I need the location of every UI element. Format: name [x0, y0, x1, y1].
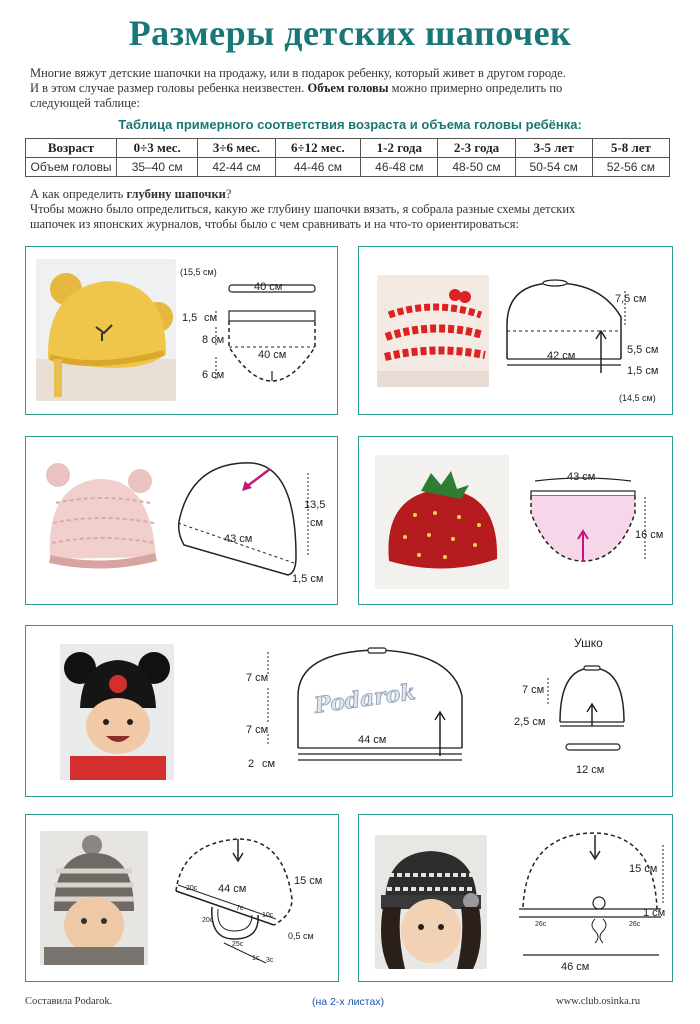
table-cell-age: 6÷12 мес.: [275, 139, 361, 158]
striped-width: 42 см: [547, 350, 576, 362]
hat-panel-girl: [358, 814, 673, 982]
bear-depth-3: 6 см: [202, 369, 225, 381]
earflap-seg-i: 3c: [266, 957, 274, 964]
question-line-3: шапочек из японских журналов, чтобы было с чем сравнивать и на что-то ориентироваться:: [30, 217, 519, 231]
ear-height-2: 2,5 см: [514, 716, 546, 728]
ear-height-1: 7 см: [522, 684, 545, 696]
earflap-seg-g: 1c: [252, 955, 260, 962]
footer-author: Составила Podarok.: [25, 996, 113, 1007]
girl-hat-diagram: [359, 815, 672, 981]
size-table: [25, 138, 670, 177]
footer-site-link[interactable]: www.club.osinka.ru: [556, 996, 641, 1007]
hat-panel-strawberry: [358, 436, 673, 605]
table-cell-age: 1-2 года: [361, 139, 438, 158]
earflap-seg-e: 25c: [232, 941, 244, 948]
question-line-2: Чтобы можно было определиться, какую же глубину шапочки вязать, я собрала разные схемы детских: [30, 202, 576, 216]
striped-hat-diagram: [359, 247, 672, 414]
pink-band: 1,5 см: [292, 573, 324, 585]
ear-title: Ушко: [574, 636, 603, 650]
hat-panel-striped: [358, 246, 673, 415]
table-cell-size: 44-46 см: [275, 158, 361, 177]
hat-panel-mickey: [25, 625, 673, 797]
mickey-height-2: 7 см: [246, 724, 269, 736]
table-cell-age: 3÷6 мес.: [198, 139, 275, 158]
table-cell-size: 50-54 см: [515, 158, 592, 177]
table-cell-size: 46-48 см: [361, 158, 438, 177]
earflap-width: 44 см: [218, 883, 247, 895]
earflap-height: 15 см: [294, 875, 323, 887]
table-cell-size: 42-44 см: [198, 158, 275, 177]
girl-seg-b: 26c: [629, 921, 641, 928]
mickey-height-3-unit: см: [262, 758, 276, 770]
earflap-seg-a: 20c: [186, 885, 198, 892]
page-title: Размеры детских шапочек: [128, 13, 572, 53]
intro-line-1: Многие вяжут детские шапочки на продажу, или в подарок ребенку, который живет в другом городе.: [30, 66, 566, 80]
bear-total-depth: (15,5 см): [180, 267, 217, 277]
hat-panel-bear: [25, 246, 338, 415]
intro-text: [30, 66, 670, 111]
table-cell-size: 35–40 см: [117, 158, 198, 177]
mickey-height-3: 2: [248, 758, 255, 770]
strawberry-height: 16 см: [635, 529, 664, 541]
bear-top-width: 40 см: [254, 281, 283, 293]
striped-depth-2: 5,5 см: [627, 344, 659, 356]
podarok-watermark: Podarok: [312, 679, 418, 719]
hat-panel-earflap: [25, 814, 339, 982]
pink-hat-diagram: [26, 437, 337, 604]
striped-depth-1: 7,5 см: [615, 293, 647, 305]
pink-width: 43 см: [224, 533, 253, 545]
table-row-age: [26, 139, 670, 158]
striped-total-depth: (14,5 см): [619, 393, 656, 403]
strawberry-top-width: 43 см: [567, 471, 596, 483]
table-cell-age: 2-3 года: [438, 139, 515, 158]
table-cell-size: 48-50 см: [438, 158, 515, 177]
bear-depth-1-unit: см: [204, 312, 218, 324]
ear-width: 12 см: [576, 764, 605, 776]
table-cell-age: 3-5 лет: [515, 139, 592, 158]
table-cell-size-label: Объем головы: [26, 158, 117, 177]
table-caption: Таблица примерного соответствия возраста и объема головы ребёнка:: [118, 117, 582, 132]
depth-question: [30, 187, 670, 232]
intro-line-3: следующей таблице:: [30, 96, 140, 110]
earflap-seg-b: 7c: [236, 905, 244, 912]
earflap-seg-f: 0,5 см: [288, 931, 314, 941]
earflap-hat-diagram: [26, 815, 338, 981]
mickey-height-1: 7 см: [246, 672, 269, 684]
question-line-1: А как определить глубину шапочки?: [30, 187, 232, 201]
table-cell-age-label: Возраст: [26, 139, 117, 158]
bear-depth-2: 8 см: [202, 334, 225, 346]
hat-panel-pink: [25, 436, 338, 605]
pink-height-unit: см: [310, 517, 324, 529]
bear-depth-1: 1,5: [182, 312, 198, 324]
strawberry-hat-diagram: [359, 437, 672, 604]
table-cell-size: 52-56 см: [592, 158, 669, 177]
table-cell-age: 0÷3 мес.: [117, 139, 198, 158]
girl-band: 1 см: [643, 907, 666, 919]
pink-height: 13,5: [304, 499, 326, 511]
footer-note: (на 2-х листах): [312, 996, 385, 1008]
striped-depth-3: 1,5 см: [627, 365, 659, 377]
girl-height: 15 см: [629, 863, 658, 875]
earflap-seg-c: 10c: [262, 912, 274, 919]
girl-seg-a: 26c: [535, 921, 547, 928]
earflap-seg-d: 20c: [202, 917, 214, 924]
bear-bottom-width: 40 см: [258, 349, 287, 361]
table-row-head-size: [26, 158, 670, 177]
table-cell-age: 5-8 лет: [592, 139, 669, 158]
mickey-width: 44 см: [358, 734, 387, 746]
girl-width: 46 см: [561, 961, 590, 973]
intro-line-2: И в этом случае размер головы ребенка неизвестен. Объем головы можно примерно определить по: [30, 81, 563, 95]
